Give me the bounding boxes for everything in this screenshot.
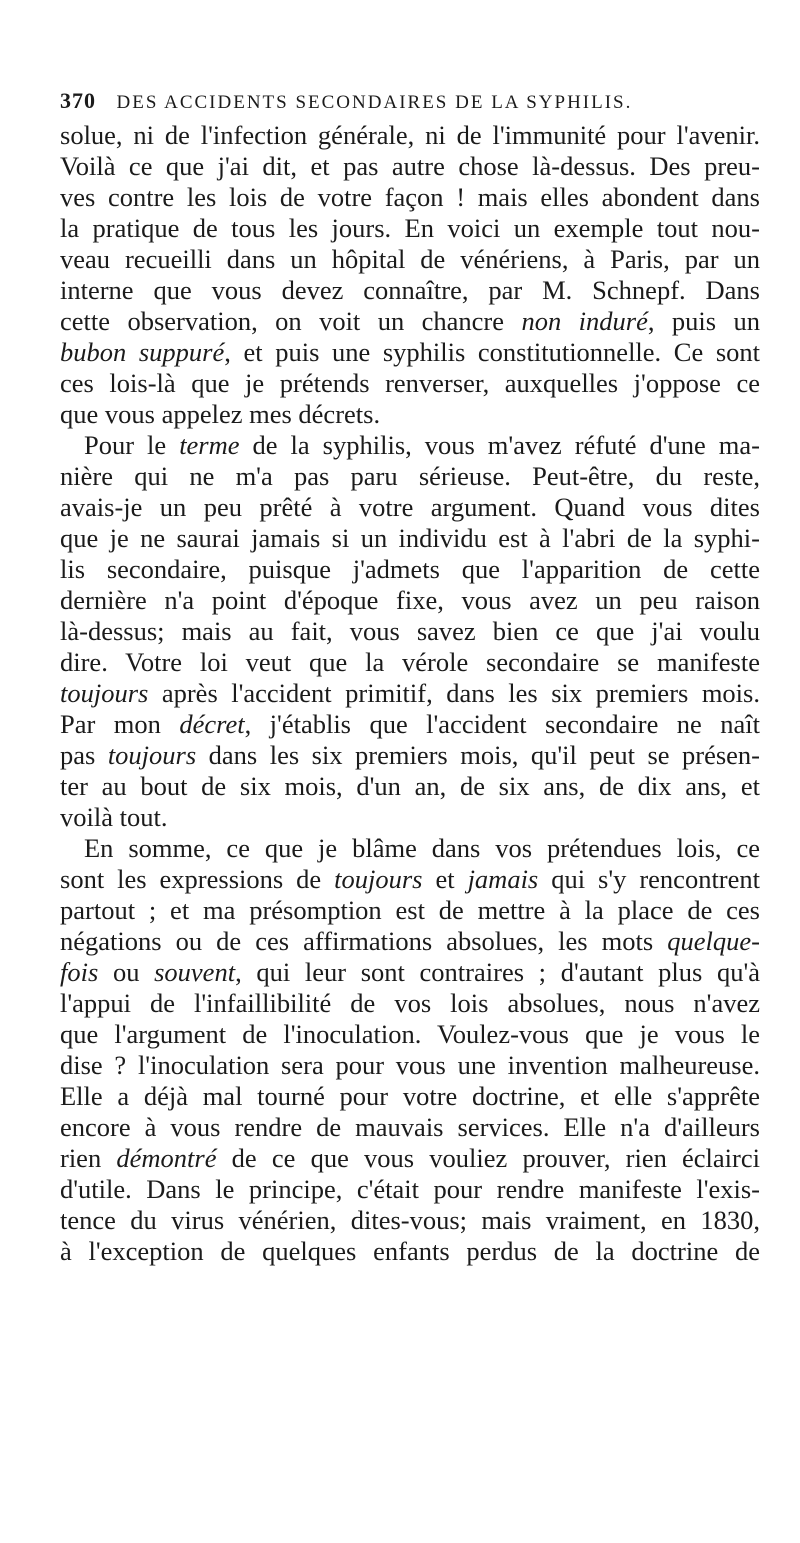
text-line: là-dessus; mais au fait, vous savez bien ce que j'ai voulu	[60, 616, 760, 646]
italic-term: jamais	[467, 864, 539, 894]
text-line: veau recueilli dans un hôpital de vénériens, à Paris, par un	[60, 244, 760, 274]
text-line: solue, ni de l'infection générale, ni de l'immunité pour l'avenir.	[60, 120, 760, 150]
text-line: l'appui de l'infaillibilité de vos lois absolues, nous n'avez	[60, 988, 760, 1018]
text-segment: ou	[98, 957, 155, 987]
text-line: que vous appelez mes décrets.	[60, 399, 381, 429]
italic-term: bubon suppuré	[60, 337, 225, 367]
text-line: tence du virus vénérien, dites-vous; mais vraiment, en 1830,	[60, 1205, 760, 1235]
page-number: 370	[60, 88, 96, 113]
text-segment: Par mon	[60, 709, 180, 739]
text-line: interne que vous devez connaître, par M. Schnepf. Dans	[60, 275, 760, 305]
text-line: que l'argument de l'inoculation. Voulez-vous que je vous le	[60, 1019, 760, 1049]
text-segment: dans les six premiers mois, qu'il peut se présen-	[196, 740, 760, 770]
italic-term: fois	[60, 957, 99, 987]
text-line: Voilà ce que j'ai dit, et pas autre chose là-dessus. Des preu-	[60, 151, 760, 181]
text-segment: de la syphilis, vous m'avez réfuté d'une ma-	[239, 430, 761, 460]
text-line	[60, 430, 760, 461]
italic-term: quelque-	[667, 926, 760, 956]
text-segment: sont les expressions de	[60, 864, 335, 894]
italic-term: toujours	[60, 678, 149, 708]
text-segment: et	[422, 864, 468, 894]
text-line: dise ? l'inoculation sera pour vous une invention malheureuse.	[60, 1050, 760, 1080]
text-line: lis secondaire, puisque j'admets que l'apparition de cette	[60, 554, 760, 584]
text-line: En somme, ce que je blâme dans vos prétendues lois, ce	[84, 833, 760, 863]
text-line	[60, 709, 760, 740]
text-segment: négations ou de ces affirmations absolues, les mots	[60, 926, 668, 956]
text-segment: , qui leur sont contraires ; d'autant plus qu'à	[235, 957, 760, 987]
text-segment: rien	[60, 1143, 117, 1173]
italic-term: terme	[179, 430, 240, 460]
text-line: nière qui ne m'a pas paru sérieuse. Peut-être, du reste,	[60, 461, 760, 491]
italic-term: démontré	[116, 1143, 217, 1173]
text-line	[60, 337, 760, 368]
text-segment: Pour le	[84, 430, 180, 460]
italic-term: toujours	[334, 864, 423, 894]
text-line	[60, 1143, 760, 1174]
text-line	[60, 957, 760, 988]
text-line	[60, 678, 760, 709]
text-line	[60, 740, 760, 771]
text-line: que je ne saurai jamais si un individu est à l'abri de la syphi-	[60, 523, 760, 553]
text-line: la pratique de tous les jours. En voici un exemple tout nou-	[60, 213, 760, 243]
text-segment: cette observation, on voit un chancre	[60, 306, 522, 336]
italic-term: toujours	[107, 740, 197, 770]
text-line: d'utile. Dans le principe, c'était pour rendre manifeste l'exis-	[60, 1174, 760, 1204]
running-head	[60, 86, 760, 116]
running-title: DES ACCIDENTS SECONDAIRES DE LA SYPHILIS.	[116, 92, 633, 113]
italic-term: décret	[179, 709, 245, 739]
text-line: ces lois-là que je prétends renverser, auxquelles j'oppose ce	[60, 368, 760, 398]
text-segment: qui s'y rencontrent	[538, 864, 761, 894]
text-line: voilà tout.	[60, 802, 168, 832]
text-segment: après l'accident primitif, dans les six premiers mois.	[148, 678, 760, 708]
text-line: partout ; et ma présomption est de mettre à la place de ces	[60, 895, 760, 925]
italic-term: non induré	[521, 306, 648, 336]
text-line	[60, 306, 760, 337]
text-line: avais-je un peu prêté à votre argument. Quand vous dites	[60, 492, 760, 522]
text-line: ves contre les lois de votre façon ! mais elles abondent dans	[60, 182, 760, 212]
text-segment: pas	[60, 740, 108, 770]
text-line: ter au bout de six mois, d'un an, de six ans, de dix ans, et	[60, 771, 760, 801]
text-line	[60, 926, 760, 957]
italic-term: souvent	[154, 957, 236, 987]
book-page	[60, 86, 760, 1267]
text-line	[60, 864, 760, 895]
text-segment: de ce que vous vouliez prouver, rien éclairci	[216, 1143, 760, 1173]
text-segment: , puis un	[647, 306, 761, 336]
text-segment: , et puis une syphilis constitutionnelle. Ce sont	[224, 337, 760, 367]
text-line: à l'exception de quelques enfants perdus de la doctrine de	[60, 1236, 760, 1266]
text-line: dernière n'a point d'époque fixe, vous avez un peu raison	[60, 585, 760, 615]
text-line: dire. Votre loi veut que la vérole secondaire se manifeste	[60, 647, 760, 677]
text-segment: , j'établis que l'accident secondaire ne naît	[244, 709, 761, 739]
text-line: encore à vous rendre de mauvais services. Elle n'a d'ailleurs	[60, 1112, 760, 1142]
body-text	[60, 120, 760, 1267]
text-line: Elle a déjà mal tourné pour votre doctrine, et elle s'apprête	[60, 1081, 760, 1111]
